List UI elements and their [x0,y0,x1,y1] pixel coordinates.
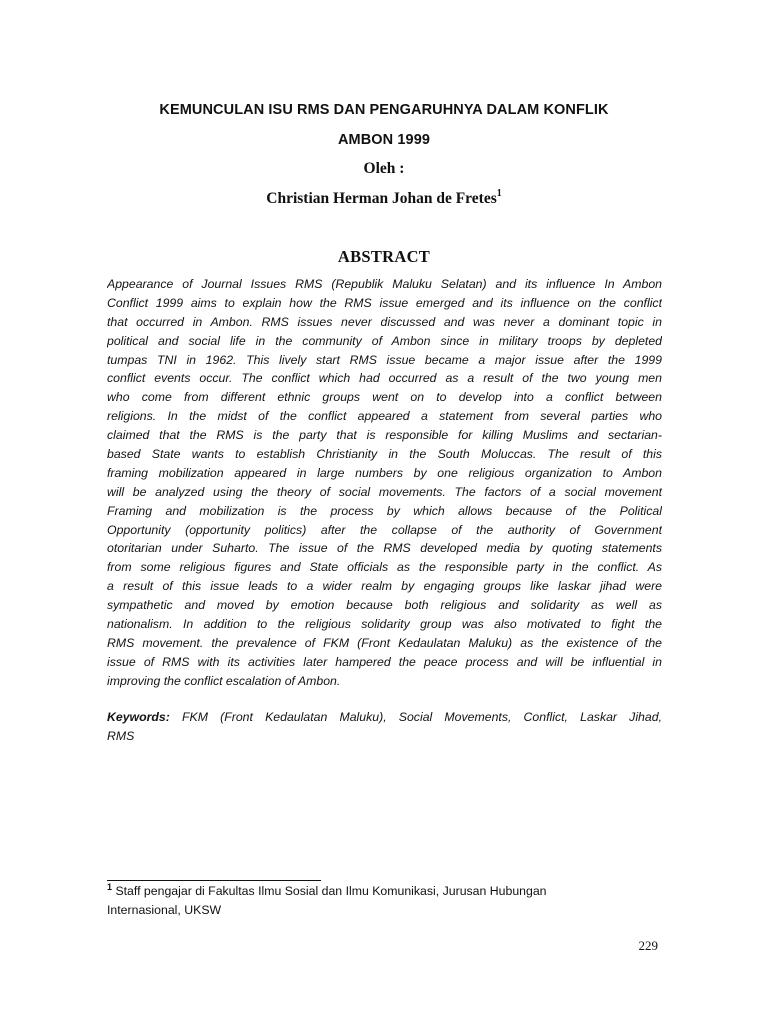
abstract-line: Appearance of Journal Issues RMS (Republik Maluku Selatan) and its influence In Ambon [107,277,662,291]
title-line-2: AMBON 1999 [337,132,431,148]
footnote-divider [107,880,321,881]
abstract-line: Conflict 1999 aims to explain how the RMS issue emerged and its influence on the conflict [107,295,662,310]
keywords-label: Keywords: [107,710,170,724]
abstract-line: Opportunity (opportunity politics) after the collapse of the authority of Government [107,522,662,537]
footnote-marker: 1 [107,882,113,892]
abstract-line: framing mobilization appeared in large numbers by one religious organization to Ambon [107,465,662,480]
title-line-1: KEMUNCULAN ISU RMS DAN PENGARUHNYA DALAM KONFLIK [159,102,609,118]
author-footnote-marker: 1 [496,188,502,199]
abstract-line: issue of RMS with its activities later hampered the peace process and will be influential in [107,654,662,669]
abstract-line: a result of this issue leads to a wider realm by engaging groups like laskar jihad were [107,579,662,594]
byline-label: Oleh : [363,160,405,177]
abstract-body [107,275,662,691]
footnote-text-1: Staff pengajar di Fakultas Ilmu Sosial dan Ilmu Komunikasi, Jurusan Hubungan [115,884,547,898]
footnote-line-1 [107,882,667,901]
abstract-line: political and social life in the community of Ambon since in military troops by depleted [107,333,662,348]
abstract-line: nationalism. In addition to the religious solidarity group was also motivated to fight the [107,617,662,632]
abstract-line: claimed that the RMS is the party that is responsible for killing Muslims and sectarian- [107,428,662,443]
abstract-line: that occurred in Ambon. RMS issues never discussed and was never a dominant topic in [107,314,662,329]
abstract-line: RMS movement. the prevalence of FKM (Front Kedaulatan Maluku) as the existence of the [107,635,662,650]
abstract-line: tumpas TNI in 1962. This lively start RMS issue became a major issue after the 1999 [107,352,662,367]
abstract-line: will be analyzed using the theory of social movements. The factors of a social movement [107,484,662,499]
abstract-line: otoritarian under Suharto. The issue of the RMS developed media by quoting statements [107,541,662,556]
keywords-list: FKM (Front Kedaulatan Maluku), Social Movements, Conflict, Laskar Jihad, [182,710,662,724]
author-name: Christian Herman Johan de Fretes [266,190,497,207]
keywords-line-2: RMS [107,728,135,743]
abstract-line: religions. In the midst of the conflict appeared a statement from several parties who [107,409,662,424]
abstract-line: who come from different ethnic groups went on to develop into a conflict between [107,390,662,405]
author-line [100,190,668,208]
abstract-heading: ABSTRACT [337,247,431,266]
keywords-line-1 [107,708,662,727]
abstract-line: conflict events occur. The conflict which had occurred as a result of the two young men [107,371,662,386]
page-number: 229 [638,938,658,953]
abstract-line: from some religious figures and State officials as the responsible party in the conflict. As [107,560,662,575]
abstract-line: Framing and mobilization is the process by which allows because of the Political [107,503,662,518]
abstract-line: based State wants to establish Christianity in the South Moluccas. The result of this [107,447,662,462]
abstract-line: sympathetic and moved by emotion because both religious and solidarity as well as [107,598,662,613]
abstract-line: improving the conflict escalation of Ambon. [107,673,341,688]
footnote-line-2: Internasional, UKSW [107,903,222,917]
keywords-block [107,708,662,746]
